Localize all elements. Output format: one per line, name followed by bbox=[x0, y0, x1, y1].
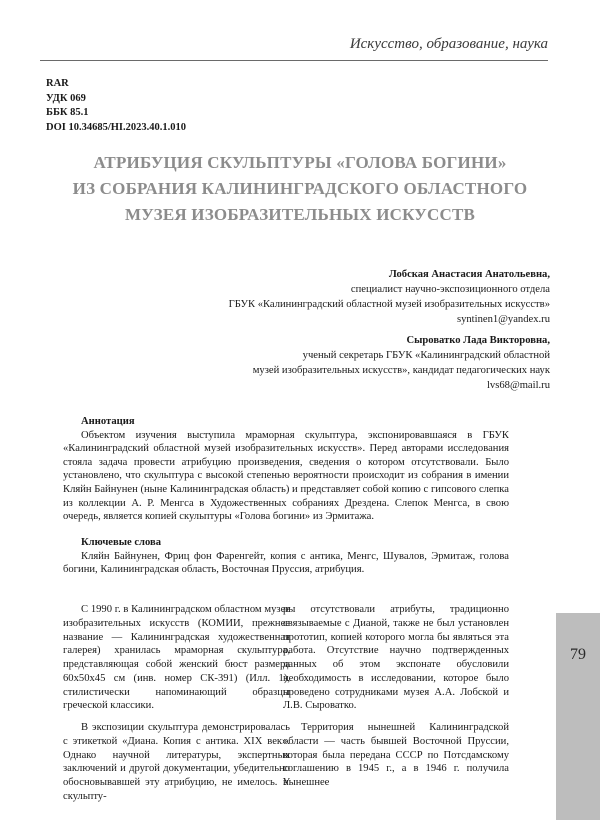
author-affiliation: музей изобразительных искусств», кандидат педагогических наук bbox=[252, 365, 550, 376]
body-column-left bbox=[63, 603, 290, 804]
paragraph: С 1990 г. в Калининградском областном музее изобразительных искусств (КОМИИ, прежнее название — Калининградская художественная галерея) хранилась мраморная скульптура, представляющая собой женский бюст размера 60х50х45 см (инв. номер СК-391) (Илл. 1), стилистически напоминающий образцы греческой классики. bbox=[63, 604, 290, 712]
author-name: Сыроватко Лада Викторовна, bbox=[406, 335, 550, 346]
title-line: АТРИБУЦИЯ СКУЛЬПТУРЫ «ГОЛОВА БОГИНИ» bbox=[93, 153, 507, 172]
author-position: специалист научно-экспозиционного отдела bbox=[350, 284, 550, 295]
rar-code: RAR bbox=[46, 78, 69, 89]
bbk-code: ББК 85.1 bbox=[46, 107, 89, 118]
abstract bbox=[63, 415, 509, 524]
page-side-tab bbox=[556, 613, 600, 820]
keywords bbox=[63, 536, 509, 577]
header-rule bbox=[40, 60, 548, 61]
paragraph: ры отсутствовали атрибуты, традиционно связываемые с Дианой, также не был установлен прототип, копией которого могла бы являться эта работа. Отсутствие научно подтвержденных данных об этом экспонате обусловили необходимость в исследовании, которое было проведено сотрудниками музея А.А. Лобской и Л.В. Сыроватко. bbox=[283, 604, 509, 712]
classification-block bbox=[46, 77, 186, 135]
udc-code: УДК 069 bbox=[46, 92, 86, 104]
author-email: lvs68@mail.ru bbox=[486, 380, 550, 391]
abstract-text: Объектом изучения выступила мраморная скульптура, экспонировавшаяся в ГБУК «Калининградский областной музей изобразительных искусств». Перед авторами исследования стояла задача провести атрибуцию произведения, сведения о котором отсутствовали. Было установлено, что скульптура с высокой степенью вероятности происходит из собрания в имении Кляйн Байнунен (ныне Калининградская область) и представляет собой копию с гипсового слепка из коллекции А. Р. Менгса в Художественных собраниях Дрездена. Слепок Менгса, в свою очередь, является копией скульптуры «Голова богини» из Эрмитажа. bbox=[63, 429, 509, 523]
article-title bbox=[46, 150, 554, 228]
title-line: МУЗЕЯ ИЗОБРАЗИТЕЛЬНЫХ ИСКУССТВ bbox=[124, 205, 476, 224]
keywords-text: Кляйн Байнунен, Фриц фон Фаренгейт, копия с антика, Менгс, Шувалов, Эрмитаж, голова богини, Калининградская область, Восточная Пруссия, атрибуция. bbox=[63, 550, 509, 576]
author-email: syntinen1@yandex.ru bbox=[456, 314, 550, 325]
section-title: Искусство, образование, наука bbox=[349, 36, 548, 52]
doi: DOI 10.34685/HI.2023.40.1.010 bbox=[46, 121, 187, 133]
author-affiliation: ГБУК «Калининградский областной музей изобразительных искусств» bbox=[228, 299, 550, 310]
author-2 bbox=[130, 333, 550, 393]
paragraph: Территория нынешней Калининградской области — часть бывшей Восточной Пруссии, которая была передана СССР по Потсдамскому соглашению в 1945 г., а в 1946 г. получила нынешнее bbox=[283, 722, 509, 788]
author-name: Лобская Анастасия Анатольевна, bbox=[388, 269, 550, 280]
body-column-right bbox=[283, 603, 509, 790]
title-line: ИЗ СОБРАНИЯ КАЛИНИНГРАДСКОГО ОБЛАСТНОГО bbox=[72, 179, 528, 198]
page-number: 79 bbox=[570, 646, 586, 663]
author-position: ученый секретарь ГБУК «Калининградский областной bbox=[302, 350, 550, 361]
author-1 bbox=[130, 267, 550, 327]
abstract-heading: Аннотация bbox=[81, 416, 135, 427]
paragraph: В экспозиции скульптура демонстрировалась с этикеткой «Диана. Копия с антика. XIX век». Однако научной литературы, экспертных заключений и другой документации, убедительно обосновывавшей эту атрибуцию, не имелось. У скульпту- bbox=[63, 722, 290, 802]
keywords-heading: Ключевые слова bbox=[81, 537, 162, 548]
